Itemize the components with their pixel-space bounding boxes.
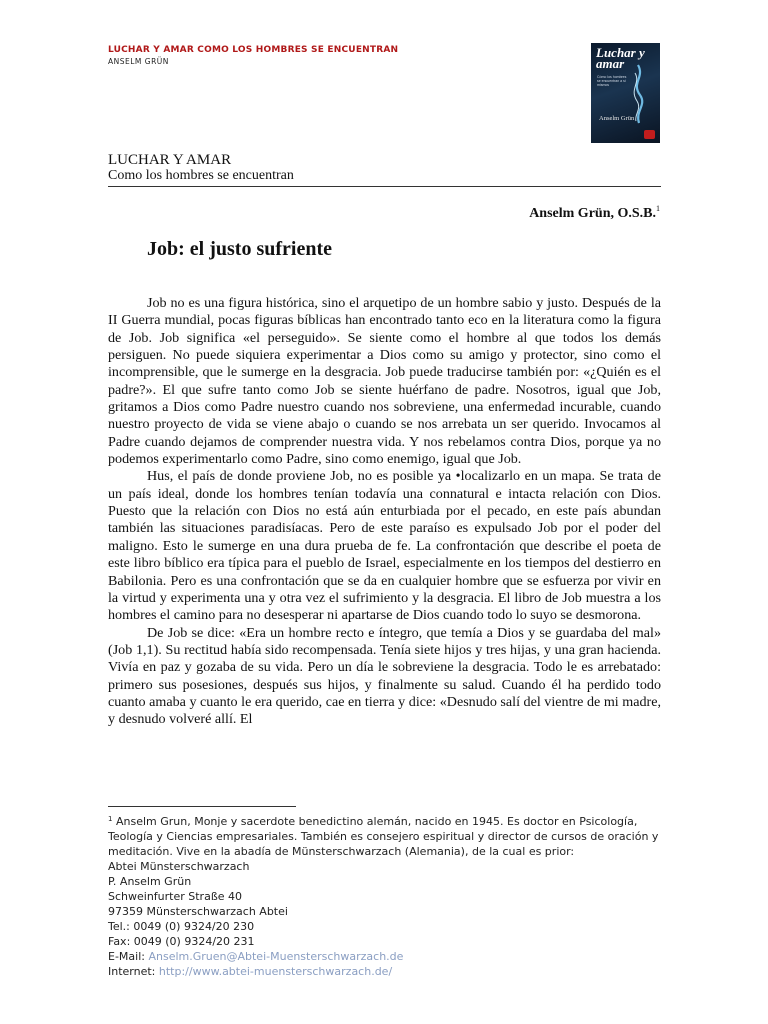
- internet-line: [108, 964, 661, 979]
- address-line: Schweinfurter Straße 40: [108, 890, 243, 903]
- book-cover-image: [591, 43, 660, 143]
- internet-label: Internet:: [108, 965, 159, 978]
- address-line: Abtei Münsterschwarzach: [108, 860, 250, 873]
- email-line: [108, 949, 661, 964]
- cover-author: Anselm Grün: [599, 115, 635, 122]
- title-divider: [108, 186, 661, 187]
- body-text: [108, 295, 661, 729]
- paragraph: Hus, el país de donde proviene Job, no es posible ya •localizarlo en un mapa. Se trata de un país ideal, donde los hombres tenían todavía una connatural e intacta relación con Dios. Puesto que la relación con Dios no está aún enturbiada por el pecado, en este país abundan también las situaciones paradisíacas. Pero de este paraíso es expulsado Job por el poder del maligno. Esto le sumerge en una dura prueba de fe. La confrontación que describe el poeta de este libro bíblico era típica para el pueblo de Israel, especialmente en los tiempos del destierro en Babilonia. Pero es una confrontación que se da en cualquier hombre que se esfuerza por vivir en la virtud y experimenta una y otra vez el sufrimiento y la desgracia. El libro de Job muestra a los hombres el camino para no desesperar ni apartarse de Dios cuando todo lo suyo se desmorona.: [108, 468, 661, 624]
- section-heading: Job: el justo sufriente: [147, 238, 332, 260]
- cover-subtitle: Cómo los hombres se encuentran a sí mismos: [597, 75, 627, 87]
- byline: [529, 204, 660, 222]
- footnote-text: [108, 812, 661, 859]
- header-author: ANSELM GRÜN: [108, 57, 169, 66]
- document-subtitle: Como los hombres se encuentran: [108, 168, 294, 183]
- byline-author: Anselm Grün, O.S.B.: [529, 206, 656, 221]
- paragraph: Job no es una figura histórica, sino el arquetipo de un hombre sabio y justo. Después de la II Guerra mundial, pocas figuras bíblicas han encontrado tanto eco en la literatura como la figura de Job. Job significa «el perseguido». Se siente como el hombre al que todos los demás persiguen. No puede siquiera experimentar a Dios como su amigo y protector, sino como el incomprensible, que le sumerge en la desgracia. Job puede traducirse también por: «¿Quién es el padre?». El que sufre tanto como Job se siente huérfano de padre. Nosotros, igual que Job, gritamos a Dios como Padre nuestro cuando nos sobreviene, una enfermedad incurable, cuando nuestro proyecto de vida se viene abajo o cuando se nos arrebata un ser querido. Invocamos al Padre cuando dejamos de comprender nuestra vida. Y nos rebelamos contra Dios, porque ya no podemos experimentarlo como Padre, sino como enemigo, igual que Job.: [108, 295, 661, 468]
- document-title: LUCHAR Y AMAR: [108, 152, 232, 168]
- fax-line: Fax: 0049 (0) 9324/20 231: [108, 935, 255, 948]
- footnote-divider: [108, 806, 296, 807]
- address-line: P. Anselm Grün: [108, 875, 192, 888]
- publisher-logo-icon: [644, 130, 655, 139]
- email-label: E-Mail:: [108, 950, 149, 963]
- website-link[interactable]: http://www.abtei-muensterschwarzach.de/: [158, 965, 393, 978]
- header-title: LUCHAR Y AMAR COMO LOS HOMBRES SE ENCUENTRAN: [108, 45, 399, 55]
- footnote: [108, 812, 661, 979]
- paragraph: De Job se dice: «Era un hombre recto e íntegro, que temía a Dios y se guardaba del mal» (Job 1,1). Su rectitud había sido recompensada. Tenía siete hijos y tres hijas, y una gran hacienda. Vivía en paz y gozaba de su vida. Pero un día le sobreviene la desgracia. Todo le es arrebatado: primero sus posesiones, después sus hijos, y finalmente su salud. Cuando él ha perdido todo cuanto amaba y cuanto le era querido, cae en tierra y dice: «Desnudo salí del vientre de mi madre, y desnudo volveré allí. El: [108, 624, 661, 728]
- cover-title: Luchar y amar: [596, 45, 645, 71]
- email-link[interactable]: Anselm.Gruen@Abtei-Muensterschwarzach.de: [148, 950, 404, 963]
- footnote-number: 1: [108, 815, 113, 823]
- phone-line: Tel.: 0049 (0) 9324/20 230: [108, 920, 255, 933]
- address-line: 97359 Münsterschwarzach Abtei: [108, 905, 288, 918]
- footnote-body: Anselm Grun, Monje y sacerdote benedictino alemán, nacido en 1945. Es doctor en Psicología, Teología y Ciencias empresariales. También es consejero espiritual y director de cursos de oración y meditación. Vive en la abadía de Münsterschwarzach (Alemania), de la cual es prior:: [108, 815, 659, 858]
- footnote-ref[interactable]: 1: [656, 204, 660, 213]
